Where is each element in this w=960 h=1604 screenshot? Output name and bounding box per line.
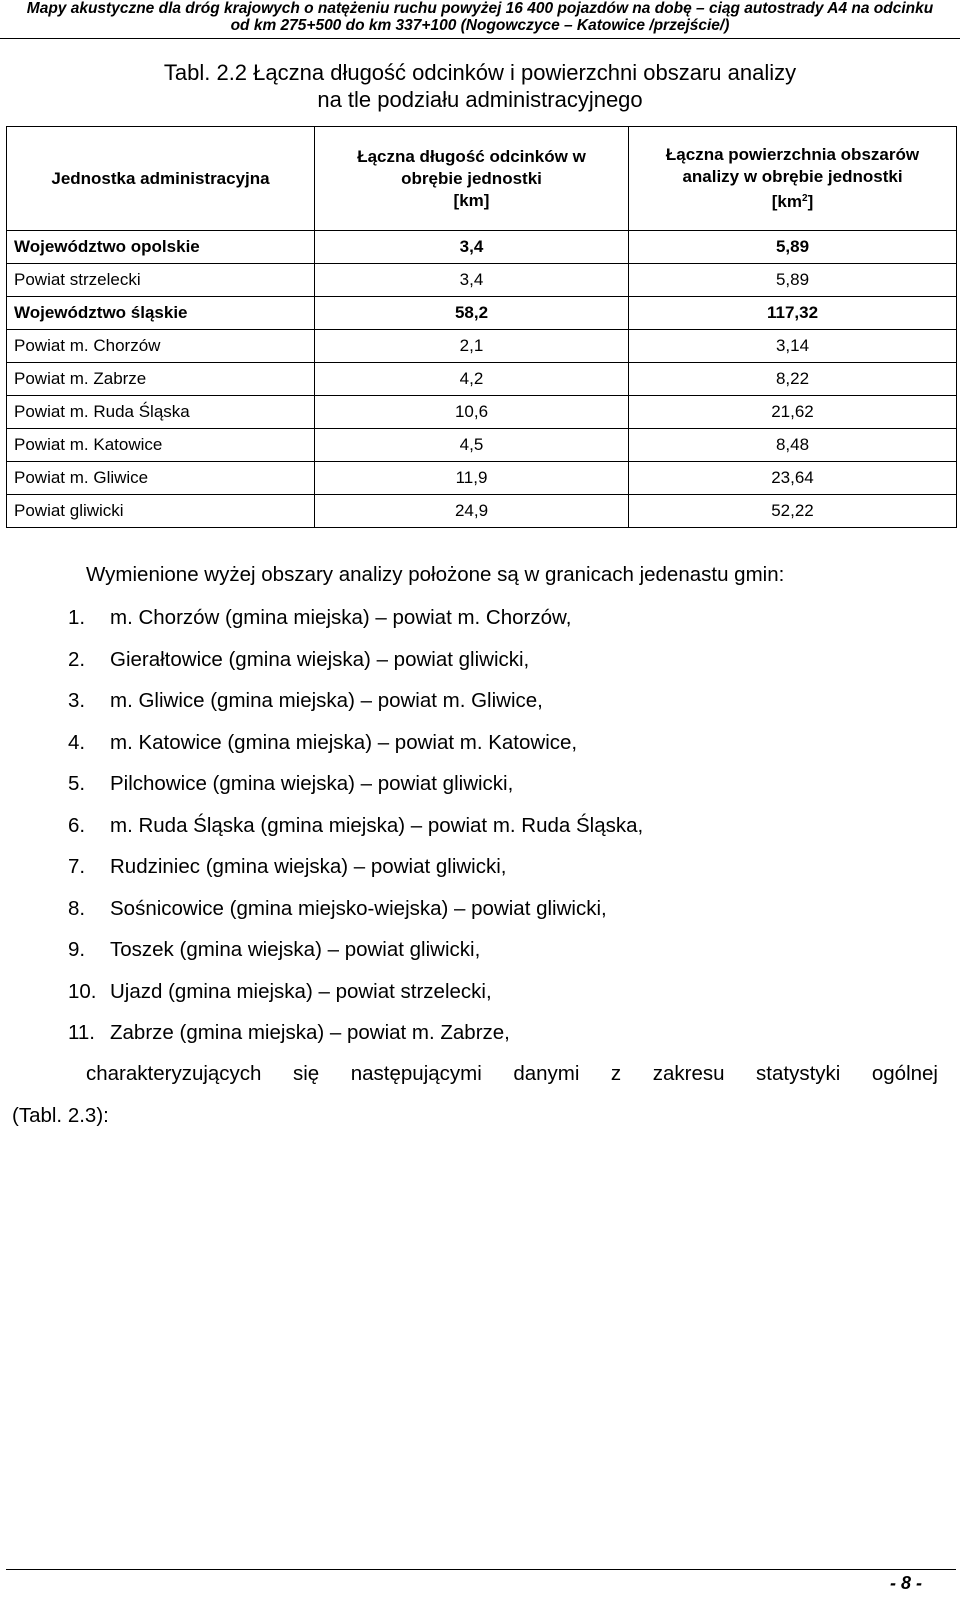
header-total-length: [315, 127, 629, 231]
table-row: [7, 363, 957, 396]
list-item: [68, 648, 948, 672]
header-title-line1: Mapy akustyczne dla dróg krajowych o natężeniu ruchu powyżej 16 400 pojazdów na dobę – ciąg autostrady A4 na odcinku: [26, 0, 934, 17]
cell-length: 4,5: [315, 429, 629, 462]
cell-area: 3,14: [629, 330, 957, 363]
list-item-text: m. Katowice (gmina miejska) – powiat m. Katowice,: [110, 731, 578, 754]
closing-paragraph-line2: (Tabl. 2.3):: [12, 1104, 109, 1127]
closing-paragraph-line1: charakteryzujących się następującymi danymi z zakresu statystyki ogólnej: [86, 1062, 938, 1085]
list-item: [68, 938, 948, 962]
cell-unit-name: Powiat strzelecki: [7, 264, 315, 297]
header-total-area-unit: $[km^2]$: [771, 192, 814, 211]
list-item: [68, 1021, 948, 1045]
table-row: [7, 330, 957, 363]
table-row: [7, 297, 957, 330]
admin-units-table: [6, 126, 957, 528]
list-item-text: Zabrze (gmina miejska) – powiat m. Zabrze,: [110, 1021, 510, 1044]
cell-unit-name: Województwo śląskie: [7, 297, 315, 330]
list-item: [68, 897, 948, 921]
list-item-number: 8.: [68, 897, 86, 920]
table-row: [7, 231, 957, 264]
cell-length: 3,4: [315, 231, 629, 264]
cell-unit-name: Województwo opolskie: [7, 231, 315, 264]
list-item-text: Rudziniec (gmina wiejska) – powiat gliwicki,: [110, 855, 507, 878]
table-caption-line1: Tabl. 2.2 Łączna długość odcinków i powierzchni obszaru analizy: [163, 60, 797, 85]
cell-unit-name: Powiat m. Chorzów: [7, 330, 315, 363]
header-total-area: [629, 127, 957, 231]
cell-unit-name: Powiat m. Ruda Śląska: [7, 396, 315, 429]
list-item: [68, 855, 948, 879]
table-row: [7, 264, 957, 297]
cell-length: 4,2: [315, 363, 629, 396]
header-total-area-label: Łączna powierzchnia obszarów analizy w obrębie jednostki: [665, 145, 920, 186]
footer-rule: [6, 1569, 956, 1570]
cell-length: 3,4: [315, 264, 629, 297]
cell-area: 21,62: [629, 396, 957, 429]
cell-area: 8,22: [629, 363, 957, 396]
cell-unit-name: Powiat m. Zabrze: [7, 363, 315, 396]
list-item: [68, 814, 948, 838]
cell-length: 58,2: [315, 297, 629, 330]
cell-length: 11,9: [315, 462, 629, 495]
cell-length: 10,6: [315, 396, 629, 429]
cell-area: 23,64: [629, 462, 957, 495]
list-item-number: 3.: [68, 689, 86, 712]
page-number: - 8 -: [889, 1573, 922, 1593]
list-item-text: Ujazd (gmina miejska) – powiat strzelecki,: [110, 980, 492, 1003]
list-item-number: 2.: [68, 648, 86, 671]
list-item: [68, 731, 948, 755]
list-item-text: m. Gliwice (gmina miejska) – powiat m. Gliwice,: [110, 689, 543, 712]
table-row: [7, 429, 957, 462]
cell-unit-name: Powiat m. Gliwice: [7, 462, 315, 495]
cell-unit-name: Powiat gliwicki: [7, 495, 315, 528]
list-item-text: Gierałtowice (gmina wiejska) – powiat gliwicki,: [110, 648, 530, 671]
table-header-row: [7, 127, 957, 231]
table-caption-line2: na tle podziału administracyjnego: [317, 87, 643, 112]
header-admin-unit-label: Jednostka administracyjna: [51, 168, 270, 188]
cell-area: 52,22: [629, 495, 957, 528]
list-item: [68, 606, 948, 630]
list-item-text: Sośnicowice (gmina miejsko-wiejska) – powiat gliwicki,: [110, 897, 607, 920]
list-item: [68, 980, 948, 1004]
cell-area: 8,48: [629, 429, 957, 462]
cell-area: 5,89: [629, 264, 957, 297]
cell-unit-name: Powiat m. Katowice: [7, 429, 315, 462]
list-item-text: m. Chorzów (gmina miejska) – powiat m. Chorzów,: [110, 606, 572, 629]
list-item-number: 5.: [68, 772, 86, 795]
cell-area: 117,32: [629, 297, 957, 330]
list-item-number: 4.: [68, 731, 86, 754]
list-item-text: Pilchowice (gmina wiejska) – powiat gliwicki,: [110, 772, 514, 795]
list-item-number: 6.: [68, 814, 86, 837]
list-item: [68, 772, 948, 796]
list-item-text: m. Ruda Śląska (gmina miejska) – powiat m. Ruda Śląska,: [110, 814, 644, 837]
list-item-number: 7.: [68, 855, 86, 878]
header-title-line2: od km 275+500 do km 337+100 (Nogowczyce – Katowice /przejście/): [230, 17, 730, 34]
table-row: [7, 396, 957, 429]
header-admin-unit: [7, 127, 315, 231]
list-item-number: 9.: [68, 938, 86, 961]
table-row: [7, 462, 957, 495]
list-item-number: 10.: [68, 980, 97, 1003]
cell-area: 5,89: [629, 231, 957, 264]
cell-length: 24,9: [315, 495, 629, 528]
running-header: [0, 0, 960, 39]
cell-length: 2,1: [315, 330, 629, 363]
intro-paragraph: Wymienione wyżej obszary analizy położone są w granicach jedenastu gmin:: [86, 563, 785, 586]
table-row: [7, 495, 957, 528]
list-item-number: 11.: [68, 1021, 95, 1044]
list-item: [68, 689, 948, 713]
header-total-length-unit: [km]: [453, 190, 490, 210]
list-item-text: Toszek (gmina wiejska) – powiat gliwicki,: [110, 938, 481, 961]
header-total-length-label: Łączna długość odcinków w obrębie jednostki: [357, 146, 586, 188]
list-item-number: 1.: [68, 606, 86, 629]
